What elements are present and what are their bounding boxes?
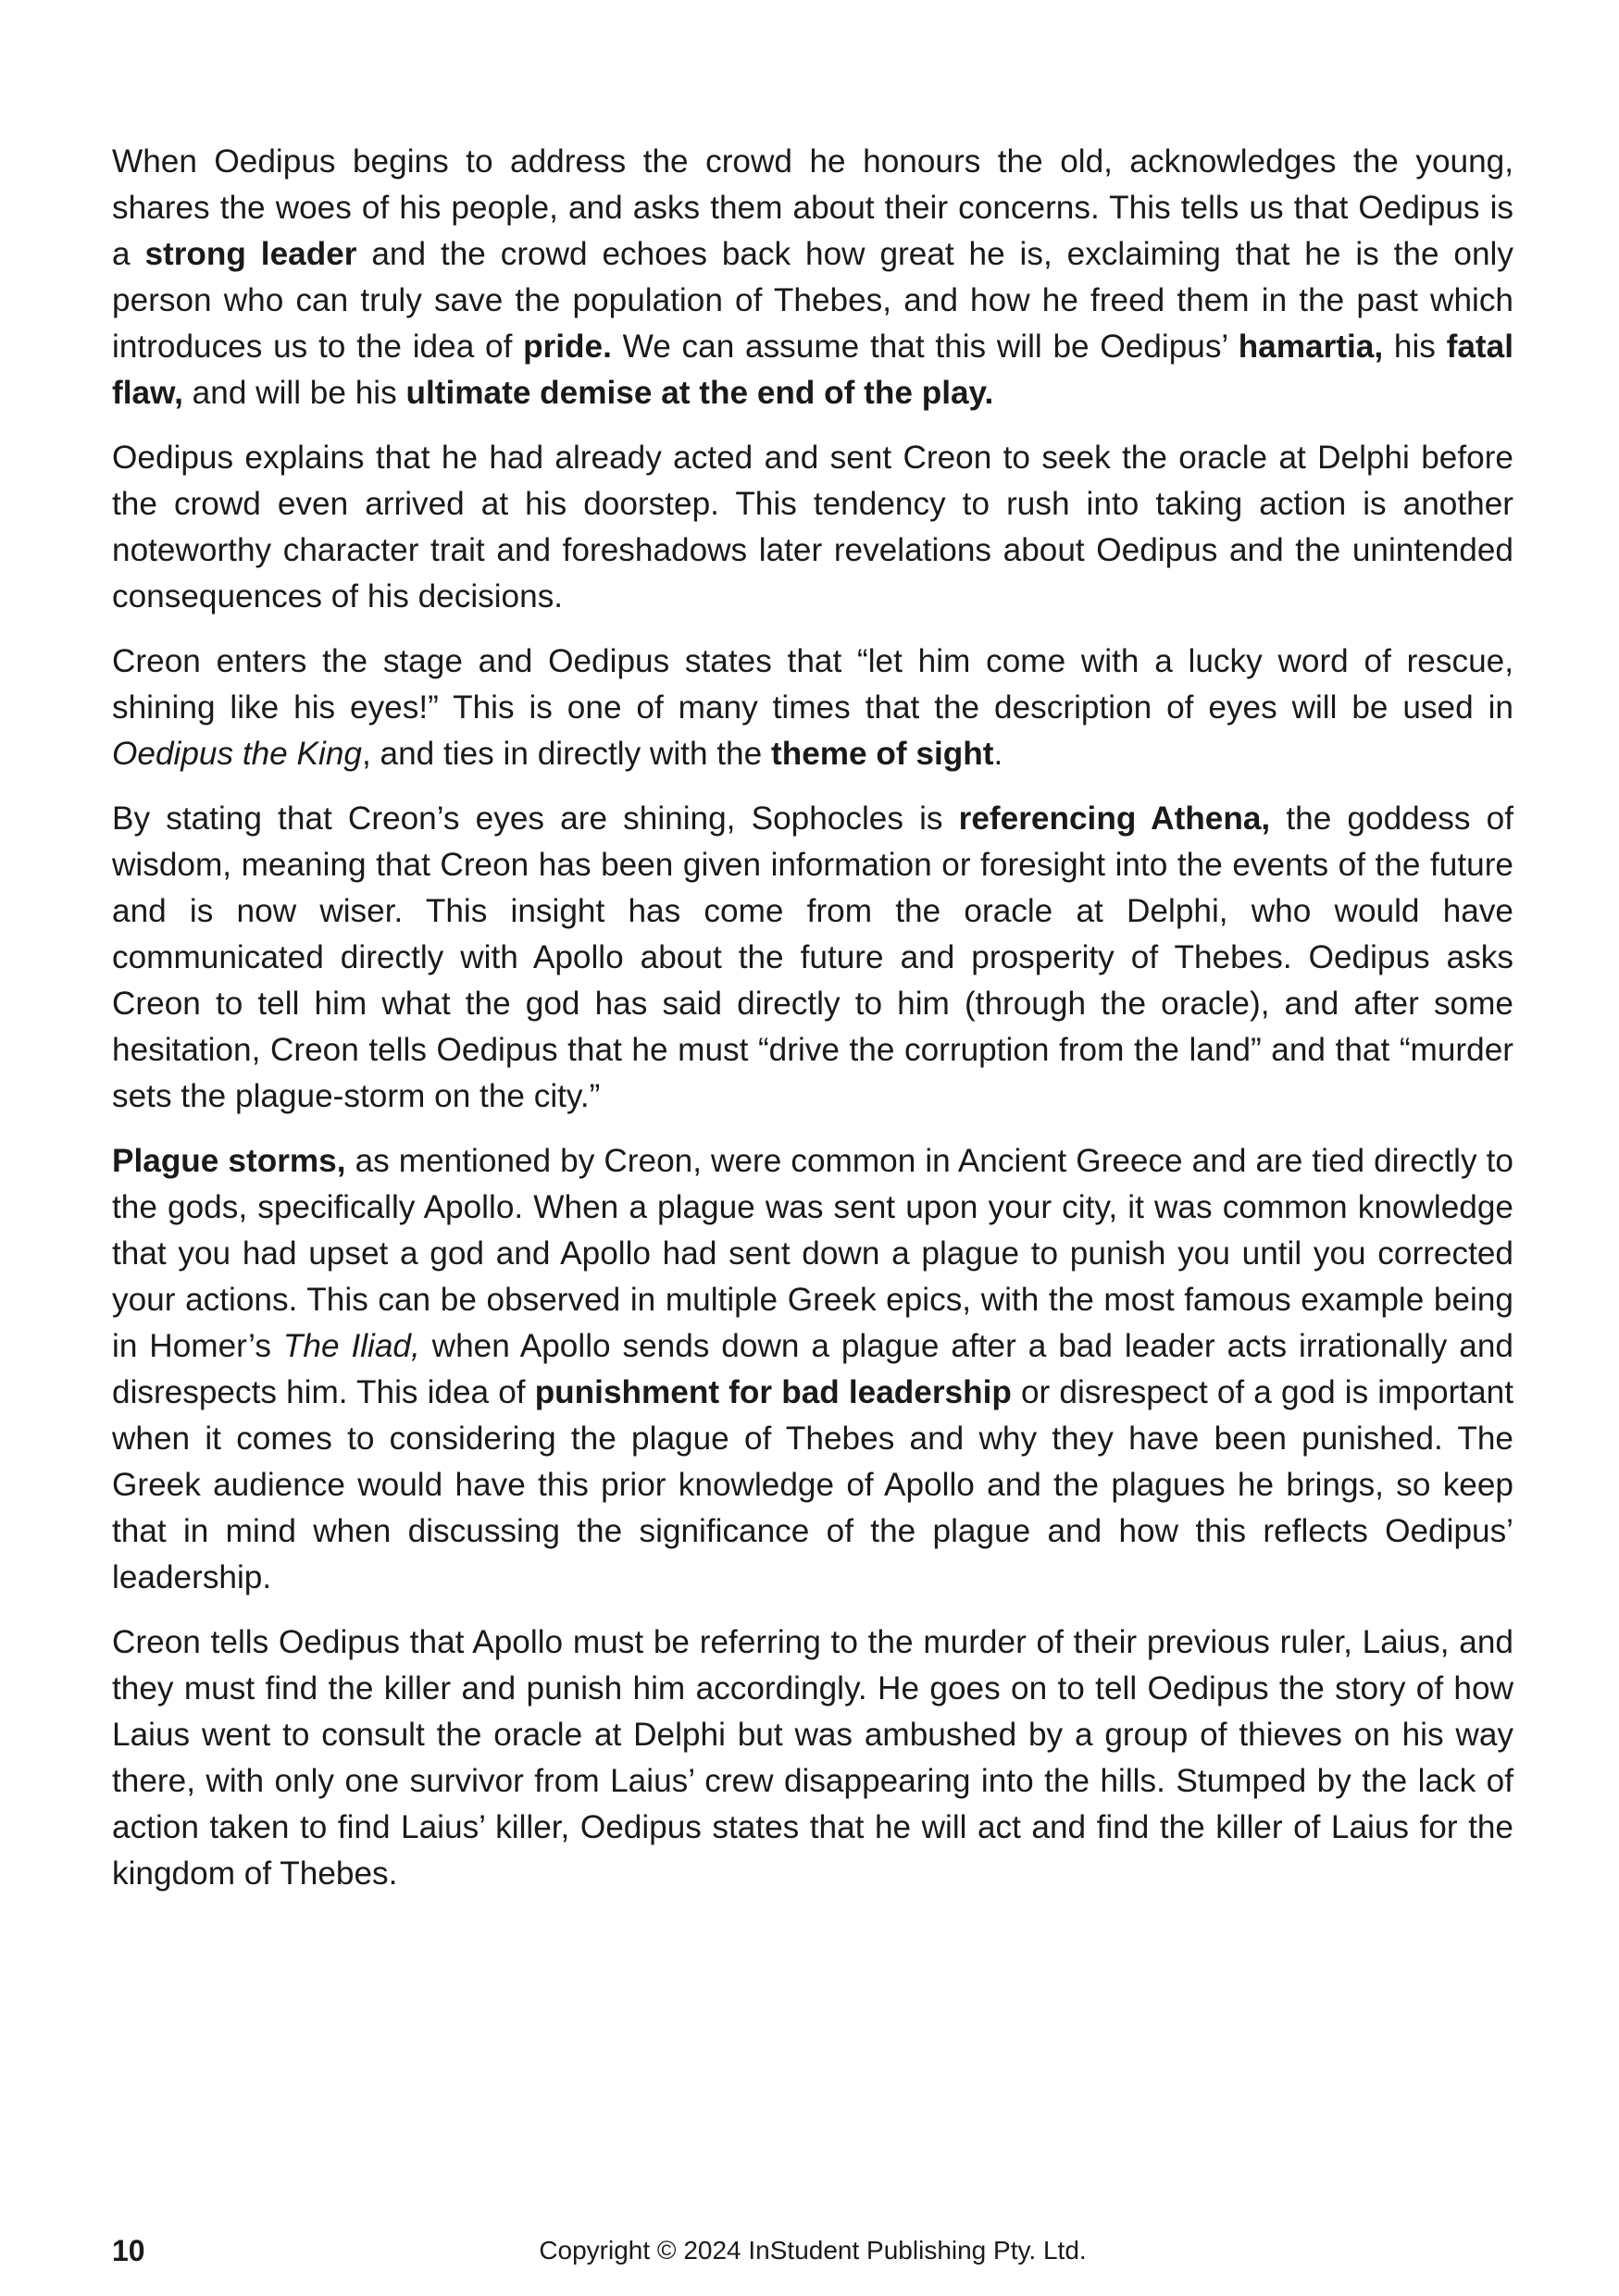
text-run: . [993, 736, 1003, 772]
bold-text: theme of sight [770, 736, 994, 772]
paragraph [112, 1620, 1513, 1897]
bold-text: punishment for bad leadership [534, 1374, 1012, 1410]
text-run: We can assume that this will be Oedipus’ [611, 329, 1239, 365]
text-run: , and ties in directly with the [361, 736, 771, 772]
page-body [112, 139, 1513, 1916]
text-run: and will be his [182, 375, 406, 411]
bold-text: referencing Athena, [958, 800, 1271, 837]
text-run: By stating that Creon’s eyes are shining, Sophocles is [112, 800, 959, 837]
bold-text: Plague storms, [112, 1143, 346, 1179]
paragraph [112, 435, 1513, 620]
italic-text: Oedipus the King [112, 736, 362, 772]
bold-text: strong leader [144, 236, 357, 272]
text-run: Creon tells Oedipus that Apollo must be referring to the murder of their previous ruler, Laius, and they must find the killer and punish him accordingly. He goes on to tell Oedipus the story of how Laius went to consult the oracle at Delphi but was ambushed by a group of thieves on his way there, with only one survivor from Laius’ crew disappearing into the hills. Stumped by the lack of action taken to find Laius’ killer, Oedipus states that he will act and find the killer of Laius for the kingdom of Thebes. [112, 1624, 1513, 1892]
text-run: Oedipus explains that he had already acted and sent Creon to seek the oracle at Delphi before the crowd even arrived at his doorstep. This tendency to rush into taking action is another noteworthy character trait and foreshadows later revelations about Oedipus and the unintended consequences of his decisions. [112, 440, 1513, 614]
text-run: as mentioned by Creon, were common in Ancient Greece and are tied directly to the gods, specifically Apollo. When a plague was sent upon your city, it was common knowledge that you had upset a god and Apollo had sent down a plague to punish you until you corrected your actions. This can be observed in multiple Greek epics, with the most famous example being in Homer’s [112, 1143, 1513, 1364]
bold-text: ultimate demise at the end of the play. [405, 375, 994, 411]
copyright-notice: Copyright © 2024 InStudent Publishing Pty. Ltd. [539, 2236, 1087, 2265]
paragraph [112, 1138, 1513, 1601]
bold-text: pride. [523, 329, 612, 365]
paragraph [112, 639, 1513, 777]
paragraph [112, 796, 1513, 1120]
page-footer [112, 2232, 1513, 2269]
text-run: the goddess of wisdom, meaning that Creon has been given information or foresight into the events of the future and is now wiser. This insight has come from the oracle at Delphi, who would have communicated directly with Apollo about the future and prosperity of Thebes. Oedipus asks Creon to tell him what the god has said directly to him (through the oracle), and after some hesitation, Creon tells Oedipus that he must “drive the corruption from the land” and that “murder sets the plague-storm on the city.” [112, 800, 1513, 1114]
bold-text: fatal flaw, [112, 329, 1513, 411]
page-number: 10 [112, 2234, 145, 2267]
text-run: his [1383, 329, 1447, 365]
paragraph [112, 139, 1513, 416]
text-run: when Apollo sends down a plague after a bad leader acts irrationally and disrespects him. This idea of [112, 1328, 1513, 1410]
text-run: Creon enters the stage and Oedipus states that “let him come with a lucky word of rescue, shining like his eyes!” This is one of many times that the description of eyes will be used in [112, 643, 1513, 726]
text-run: and the crowd echoes back how great he is, exclaiming that he is the only person who can truly save the population of Thebes, and how he freed them in the past which introduces us to the idea of [112, 236, 1513, 365]
italic-text: The Iliad, [282, 1328, 420, 1364]
bold-text: hamartia, [1238, 329, 1384, 365]
text-run: or disrespect of a god is important when it comes to considering the plague of Thebes and why they have been punished. The Greek audience would have this prior knowledge of Apollo and the plagues he brings, so keep that in mind when discussing the significance of the plague and how this reflects Oedipus’ leadership. [112, 1374, 1513, 1595]
text-run: When Oedipus begins to address the crowd he honours the old, acknowledges the young, shares the woes of his people, and asks them about their concerns. This tells us that Oedipus is a [112, 143, 1513, 272]
